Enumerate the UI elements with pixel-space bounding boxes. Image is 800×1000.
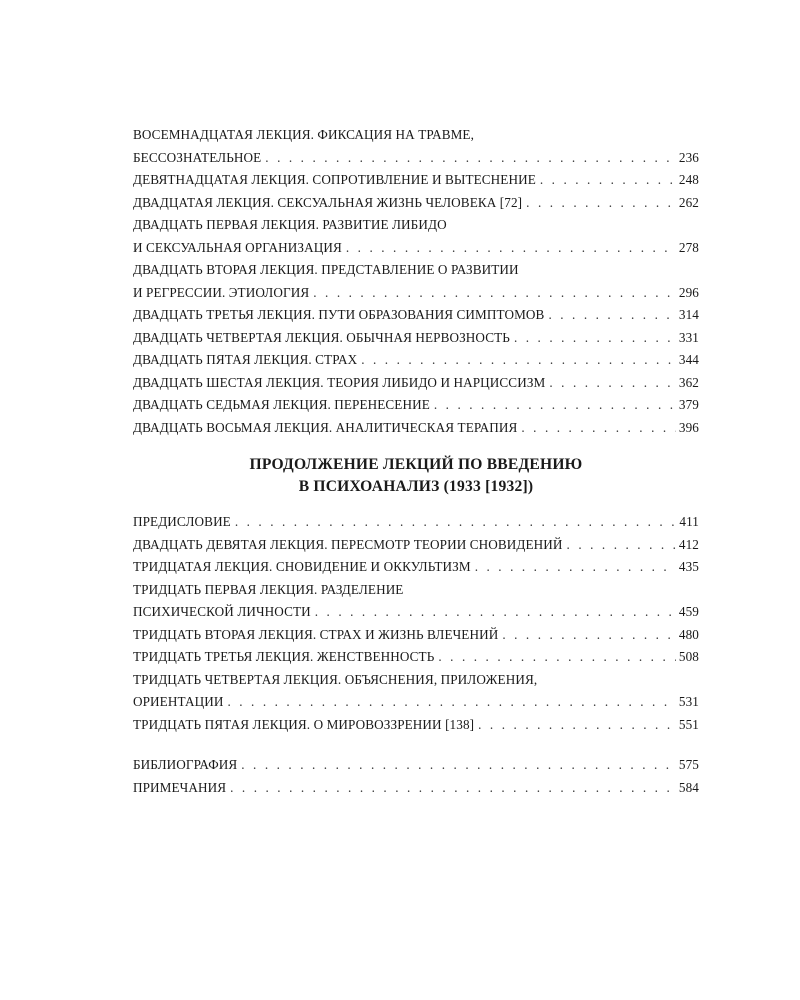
page-number: 331 [678, 329, 699, 345]
toc-part-2 [133, 511, 699, 736]
section-heading-line-2: В ПСИХОАНАЛИЗ (1933 [1932]) [298, 478, 534, 495]
page-number: 362 [678, 374, 699, 390]
toc-entry-title: ПРЕДИСЛОВИЕ [133, 514, 231, 529]
page-number: 575 [678, 757, 699, 772]
dot-leader [438, 646, 676, 669]
toc-entry [133, 511, 699, 534]
dot-leader [475, 556, 676, 579]
page-number: 314 [678, 307, 699, 322]
toc-entry-line: ТРИДЦАТЬ ПЕРВАЯ ЛЕКЦИЯ. РАЗДЕЛЕНИЕ [133, 581, 404, 597]
toc-entry-row [133, 327, 699, 350]
toc-entry [133, 304, 699, 327]
page-number: 435 [678, 559, 699, 574]
toc-entry [133, 714, 699, 737]
page-number: 396 [678, 419, 699, 435]
toc-entry [133, 372, 699, 395]
toc-entry-row [133, 147, 699, 170]
page-number: 236 [678, 149, 699, 165]
toc-entry-title: ПСИХИЧЕСКОЙ ЛИЧНОСТИ [133, 604, 311, 619]
dot-leader [313, 282, 676, 305]
toc-entry [133, 777, 699, 800]
toc-entry-row [133, 691, 699, 714]
page-number: 551 [678, 716, 699, 732]
dot-leader [315, 601, 676, 624]
toc-entry [133, 417, 699, 440]
toc-entry-title: ДВАДЦАТАЯ ЛЕКЦИЯ. СЕКСУАЛЬНАЯ ЖИЗНЬ ЧЕЛОВЕКА [72] [133, 194, 523, 210]
dot-leader [502, 624, 676, 647]
page-number: 584 [678, 779, 699, 795]
toc-entry-row [133, 754, 699, 777]
page-number: 411 [679, 514, 699, 529]
toc-entry-line: ДВАДЦАТЬ ВТОРАЯ ЛЕКЦИЯ. ПРЕДСТАВЛЕНИЕ О РАЗВИТИИ [133, 262, 519, 277]
spacer [133, 736, 699, 754]
toc-entry-title: ДВАДЦАТЬ ПЯТАЯ ЛЕКЦИЯ. СТРАХ [133, 352, 358, 367]
page-number: 278 [678, 239, 699, 255]
section-heading-line-1: ПРОДОЛЖЕНИЕ ЛЕКЦИЙ ПО ВВЕДЕНИЮ [249, 456, 583, 473]
toc-entry-title: ДВАДЦАТЬ ДЕВЯТАЯ ЛЕКЦИЯ. ПЕРЕСМОТР ТЕОРИИ СНОВИДЕНИЙ [133, 536, 563, 552]
toc-entry-title: ТРИДЦАТЬ ВТОРАЯ ЛЕКЦИЯ. СТРАХ И ЖИЗНЬ ВЛЕЧЕНИЙ [133, 626, 499, 642]
toc-entry-title: БИБЛИОГРАФИЯ [133, 757, 238, 772]
dot-leader [478, 714, 676, 737]
toc-entry-title: И РЕГРЕССИИ. ЭТИОЛОГИЯ [133, 284, 310, 300]
toc-entry-row [133, 304, 699, 327]
dot-leader [361, 349, 676, 372]
dot-leader [567, 534, 676, 557]
toc-entry-title: ДВАДЦАТЬ ВОСЬМАЯ ЛЕКЦИЯ. АНАЛИТИЧЕСКАЯ ТЕРАПИЯ [133, 419, 518, 435]
toc-entry [133, 259, 699, 304]
dot-leader [265, 147, 676, 170]
toc-entry [133, 214, 699, 259]
toc-entry [133, 534, 699, 557]
toc-part-1 [133, 124, 699, 439]
toc-entry-row [133, 646, 699, 669]
toc-entry-row [133, 192, 699, 215]
toc-entry [133, 579, 699, 624]
toc-entry-row [133, 394, 699, 417]
toc-entry-title: ПРИМЕЧАНИЯ [133, 779, 227, 795]
page-number: 262 [678, 194, 699, 210]
dot-leader [235, 511, 677, 534]
page-number: 508 [678, 649, 699, 664]
toc-entry-title: ДВАДЦАТЬ ШЕСТАЯ ЛЕКЦИЯ. ТЕОРИЯ ЛИБИДО И НАРЦИССИЗМ [133, 374, 546, 390]
section-heading [133, 454, 699, 498]
toc-entry-line: ТРИДЦАТЬ ЧЕТВЕРТАЯ ЛЕКЦИЯ. ОБЪЯСНЕНИЯ, ПРИЛОЖЕНИЯ, [133, 671, 538, 687]
page-number: 296 [678, 284, 699, 300]
toc-entry [133, 124, 699, 169]
dot-leader [241, 754, 676, 777]
toc-entry-row [133, 349, 699, 372]
page-number: 480 [678, 626, 699, 642]
toc-entry-title: ДЕВЯТНАДЦАТАЯ ЛЕКЦИЯ. СОПРОТИВЛЕНИЕ И ВЫТЕСНЕНИЕ [133, 172, 536, 187]
toc-entry [133, 556, 699, 579]
toc-entry-row [133, 556, 699, 579]
dot-leader [230, 777, 676, 800]
toc-entry-title: ТРИДЦАТЬ ТРЕТЬЯ ЛЕКЦИЯ. ЖЕНСТВЕННОСТЬ [133, 649, 435, 664]
toc-entry [133, 327, 699, 350]
toc-entry-row [133, 417, 699, 440]
toc-entry-title: И СЕКСУАЛЬНАЯ ОРГАНИЗАЦИЯ [133, 239, 342, 255]
dot-leader [434, 394, 676, 417]
page-number: 344 [678, 352, 699, 367]
dot-leader [548, 304, 675, 327]
dot-leader [514, 327, 676, 350]
dot-leader [521, 417, 676, 440]
toc-entry-row [133, 534, 699, 557]
toc-entry-title: ОРИЕНТАЦИИ [133, 694, 224, 709]
toc-entry [133, 169, 699, 192]
dot-leader [549, 372, 676, 395]
toc-part-3 [133, 754, 699, 799]
toc-entry-row [133, 601, 699, 624]
toc-entry-title: ДВАДЦАТЬ ТРЕТЬЯ ЛЕКЦИЯ. ПУТИ ОБРАЗОВАНИЯ СИМПТОМОВ [133, 307, 545, 322]
toc-entry [133, 669, 699, 714]
toc-entry-title: БЕССОЗНАТЕЛЬНОЕ [133, 149, 262, 165]
toc-entry [133, 349, 699, 372]
toc-entry [133, 624, 699, 647]
page-number: 379 [678, 397, 699, 412]
dot-leader [346, 237, 676, 260]
toc-entry [133, 192, 699, 215]
page-number: 459 [678, 604, 699, 619]
toc-entry-row [133, 714, 699, 737]
toc-entry-row [133, 282, 699, 305]
toc-entry-row [133, 777, 699, 800]
page-number: 248 [678, 172, 699, 187]
table-of-contents [133, 124, 699, 799]
dot-leader [540, 169, 676, 192]
page-number: 412 [678, 536, 699, 552]
dot-leader [526, 192, 676, 215]
toc-entry-title: ТРИДЦАТАЯ ЛЕКЦИЯ. СНОВИДЕНИЕ И ОККУЛЬТИЗМ [133, 559, 471, 574]
dot-leader [227, 691, 675, 714]
page-number: 531 [678, 694, 699, 709]
toc-entry [133, 646, 699, 669]
toc-entry-line: ВОСЕМНАДЦАТАЯ ЛЕКЦИЯ. ФИКСАЦИЯ НА ТРАВМЕ, [133, 127, 474, 142]
toc-entry-line: ДВАДЦАТЬ ПЕРВАЯ ЛЕКЦИЯ. РАЗВИТИЕ ЛИБИДО [133, 217, 447, 232]
toc-entry-row [133, 511, 699, 534]
toc-entry-title: ДВАДЦАТЬ СЕДЬМАЯ ЛЕКЦИЯ. ПЕРЕНЕСЕНИЕ [133, 397, 430, 412]
toc-entry [133, 394, 699, 417]
toc-entry-title: ТРИДЦАТЬ ПЯТАЯ ЛЕКЦИЯ. О МИРОВОЗЗРЕНИИ [138] [133, 716, 475, 732]
toc-entry-title: ДВАДЦАТЬ ЧЕТВЕРТАЯ ЛЕКЦИЯ. ОБЫЧНАЯ НЕРВОЗНОСТЬ [133, 329, 510, 345]
toc-entry-row [133, 372, 699, 395]
toc-entry [133, 754, 699, 777]
toc-entry-row [133, 237, 699, 260]
toc-entry-row [133, 624, 699, 647]
toc-entry-row [133, 169, 699, 192]
